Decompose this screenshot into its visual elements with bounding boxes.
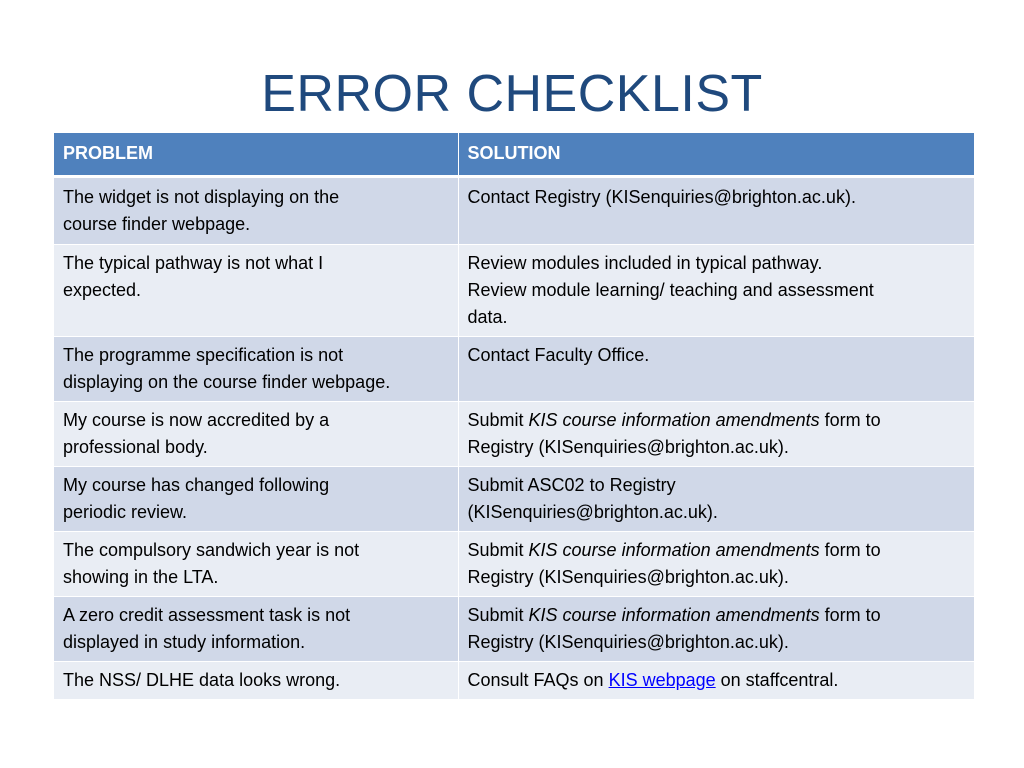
- problem-text-line: The programme specification is not: [63, 345, 344, 365]
- solution-prefix: Submit: [467, 605, 529, 625]
- solution-text: Contact Faculty Office.: [467, 345, 650, 365]
- table-row: [54, 245, 974, 337]
- problem-text-line: My course has changed following: [63, 475, 330, 495]
- problem-cell: [54, 662, 458, 700]
- solution-suffix: on staffcentral.: [715, 670, 839, 690]
- slide-title: ERROR CHECKLIST: [261, 65, 763, 123]
- form-name-emphasis: KIS course information amendments: [528, 540, 820, 560]
- problem-text-line: displayed in study information.: [63, 632, 306, 652]
- solution-cell: [458, 402, 974, 467]
- solution-cell: [458, 177, 974, 245]
- solution-suffix: form to: [819, 605, 881, 625]
- problem-cell: [54, 532, 458, 597]
- solution-prefix: Submit: [467, 540, 529, 560]
- table-row: [54, 597, 974, 662]
- solution-text-line: Registry (KISenquiries@brighton.ac.uk).: [467, 437, 789, 457]
- problem-cell: [54, 337, 458, 402]
- problem-cell: [54, 177, 458, 245]
- header-problem: PROBLEM: [54, 133, 458, 177]
- solution-cell: [458, 597, 974, 662]
- error-checklist-table: [54, 133, 975, 699]
- table-row: [54, 177, 974, 245]
- problem-text-line: The compulsory sandwich year is not: [63, 540, 360, 560]
- solution-text-line: Review module learning/ teaching and assessment: [467, 280, 874, 300]
- solution-text: Contact Registry (KISenquiries@brighton.ac.uk).: [467, 187, 856, 207]
- solution-prefix: Consult FAQs on: [467, 670, 609, 690]
- solution-text-line: (KISenquiries@brighton.ac.uk).: [467, 502, 718, 522]
- solution-suffix: form to: [819, 410, 881, 430]
- table-row: [54, 532, 974, 597]
- solution-text-line: Registry (KISenquiries@brighton.ac.uk).: [467, 567, 789, 587]
- table-row: [54, 662, 974, 700]
- problem-text-line: showing in the LTA.: [63, 567, 219, 587]
- solution-suffix: form to: [819, 540, 881, 560]
- solution-cell: [458, 337, 974, 402]
- problem-text-line: displaying on the course finder webpage.: [63, 372, 391, 392]
- problem-cell: [54, 245, 458, 337]
- problem-text: The NSS/ DLHE data looks wrong.: [63, 670, 341, 690]
- solution-text-line: Submit ASC02 to Registry: [467, 475, 676, 495]
- problem-text-line: A zero credit assessment task is not: [63, 605, 351, 625]
- kis-webpage-link[interactable]: KIS webpage: [608, 670, 716, 690]
- solution-text-line: data.: [467, 307, 508, 327]
- solution-text-line: Review modules included in typical pathway.: [467, 253, 823, 273]
- problem-text-line: professional body.: [63, 437, 208, 457]
- solution-cell: [458, 662, 974, 700]
- form-name-emphasis: KIS course information amendments: [528, 410, 820, 430]
- problem-cell: [54, 597, 458, 662]
- problem-text-line: The typical pathway is not what I: [63, 253, 324, 273]
- form-name-emphasis: KIS course information amendments: [528, 605, 820, 625]
- problem-cell: [54, 467, 458, 532]
- problem-text-line: The widget is not displaying on the: [63, 187, 340, 207]
- problem-text-line: expected.: [63, 280, 142, 300]
- solution-cell: [458, 467, 974, 532]
- solution-cell: [458, 532, 974, 597]
- table-row: [54, 402, 974, 467]
- header-solution: SOLUTION: [458, 133, 974, 177]
- problem-text-line: periodic review.: [63, 502, 188, 522]
- solution-cell: [458, 245, 974, 337]
- problem-text-line: course finder webpage.: [63, 214, 251, 234]
- problem-text-line: My course is now accredited by a: [63, 410, 330, 430]
- table-row: [54, 337, 974, 402]
- solution-prefix: Submit: [467, 410, 529, 430]
- header-row: [54, 133, 974, 177]
- solution-text-line: Registry (KISenquiries@brighton.ac.uk).: [467, 632, 789, 652]
- table-row: [54, 467, 974, 532]
- problem-cell: [54, 402, 458, 467]
